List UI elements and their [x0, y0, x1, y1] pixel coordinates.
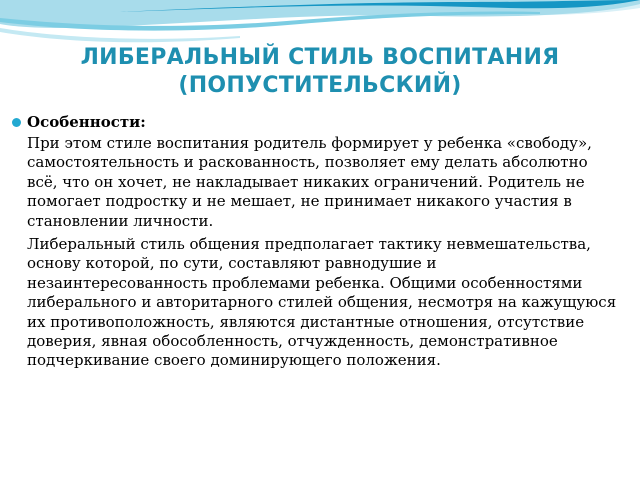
- content-area: [10, 112, 620, 371]
- paragraph-2: Либеральный стиль общения предполагает тактику невмешательства, основу которой, по сути, составляют равнодушие и незаинтересованность проблемами ребенка. Общими особенностями либерального и авторитарного стилей общения, несмотря на кажущуюся их противоположность, являются дистантные отношения, отсутствие доверия, явная обособленность, отчужденность, демонстративное подчеркивание своего доминирующего положения.: [27, 235, 617, 370]
- bullet-heading: Особенности:: [27, 113, 146, 131]
- bullet-item: [10, 112, 620, 132]
- title-line-1: ЛИБЕРАЛЬНЫЙ СТИЛЬ ВОСПИТАНИЯ: [80, 45, 560, 70]
- slide-title: [0, 44, 640, 100]
- bullet-dot-icon: [12, 118, 21, 127]
- paragraph-1: При этом стиле воспитания родитель формирует у ребенка «свободу», самостоятельность и раскованность, позволяет ему делать абсолютно всё, что он хочет, не накладывает никаких ограничений. Родитель не помогает подростку и не мешает, не принимает никакого участия в становлении личности.: [27, 134, 592, 230]
- title-line-2: (ПОПУСТИТЕЛЬСКИЙ): [178, 73, 462, 98]
